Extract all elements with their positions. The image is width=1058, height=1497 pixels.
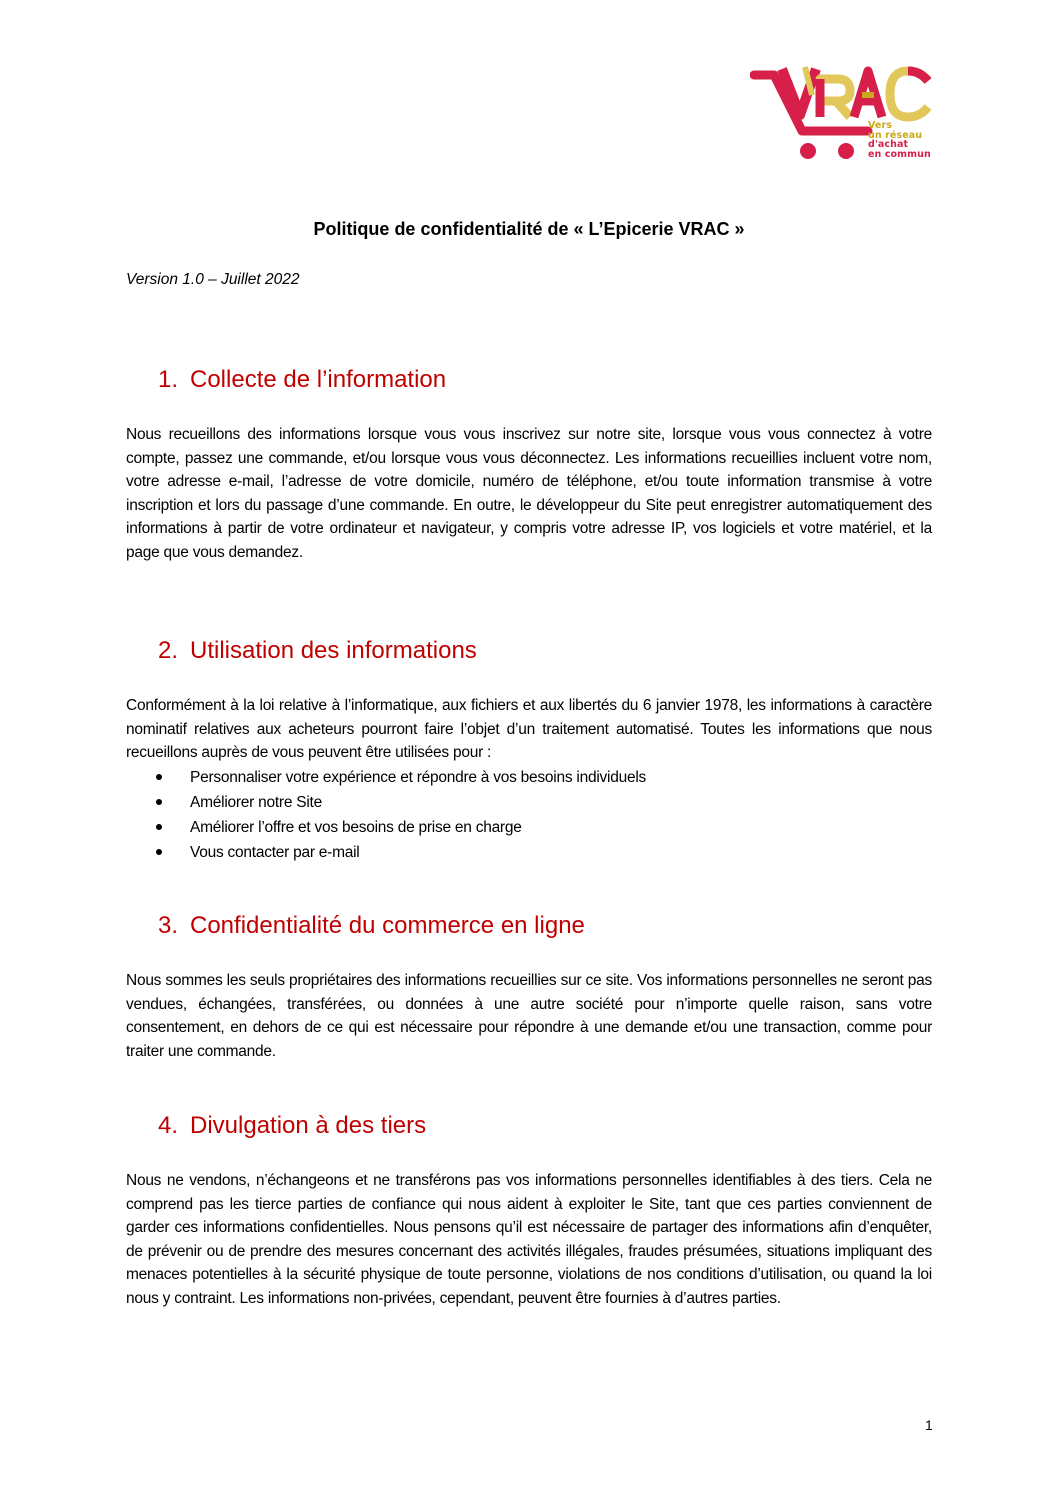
logo-tagline-line: en commun: [868, 148, 931, 160]
document-title: Politique de confidentialité de « L’Epicerie VRAC »: [313, 219, 745, 239]
bullet-text: Vous contacter par e-mail: [190, 844, 360, 861]
logo-tagline: [868, 121, 931, 159]
section-number: 4.: [158, 1112, 179, 1139]
bullet-item: [126, 765, 646, 790]
bullet-item: [126, 840, 646, 865]
section-heading-divulgation: [158, 1112, 426, 1140]
bullet-icon: [156, 849, 162, 855]
section-title: Divulgation à des tiers: [190, 1112, 427, 1139]
vrac-logo: [750, 65, 940, 165]
section-title: Utilisation des informations: [190, 637, 477, 664]
section-paragraph: Nous ne vendons, n’échangeons et ne transférons pas vos informations personnelles identifiables à des tiers. Cela ne comprend pas les tierce parties de confiance qui nous aident à exploiter le Site, tant que ces parties conviennent de garder ces informations confidentielles. Nous pensons qu’il est nécessaire de partager des informations afin d’enquêter, de prévenir ou de prendre des mesures concernant des activités illégales, fraudes présumées, situations impliquant des menaces potentielles à la sécurité physique de toute personne, violations de nos conditions d’utilisation, ou quand la loi nous y contraint. Les informations non-privées, cependant, peuvent être fournies à d’autres parties.: [126, 1172, 932, 1307]
bullet-text: Personnaliser votre expérience et répondre à vos besoins individuels: [190, 769, 647, 786]
section-paragraph: Nous sommes les seuls propriétaires des informations recueillies sur ce site. Vos informations personnelles ne seront pas vendues, échangées, transférées, ou données à une autre société pour n’importe quelle raison, sans votre consentement, en dehors de ce qui est nécessaire pour répondre à une demande et/ou une transaction, comme pour traiter une commande.: [126, 972, 932, 1060]
section-number: 3.: [158, 912, 179, 939]
section-paragraph: Conformément à la loi relative à l’informatique, aux fichiers et aux libertés du 6 janvier 1978, les informations à caractère nominatif relatives aux acheteurs pourront faire l’objet d’un traitement automatisé. Toutes les informations que nous recueillons auprès de vous peuvent être utilisées pour :: [126, 697, 932, 761]
logo-tagline-line: un réseau: [868, 129, 923, 141]
section-paragraph: Nous recueillons des informations lorsque vous vous inscrivez sur notre site, lorsque vous vous connectez à votre compte, passez une commande, et/ou lorsque vous vous déconnectez. Les informations recueillies incluent votre nom, votre adresse e-mail, l’adresse de votre domicile, numéro de téléphone, et/ou toute information transmise à votre inscription et lors du passage d’une commande. En outre, le développeur du Site peut enregistrer automatiquement des informations à partir de votre ordinateur et navigateur, y compris votre adresse IP, vos logiciels et votre matériel, et la page que vous demandez.: [126, 426, 932, 561]
bullet-item: [126, 815, 646, 840]
logo-tagline-line: Vers: [868, 120, 893, 131]
bullet-text: Améliorer l’offre et vos besoins de prise en charge: [190, 819, 522, 836]
section-title: Collecte de l’information: [190, 366, 447, 393]
bullet-icon: [156, 824, 162, 830]
bullet-icon: [156, 799, 162, 805]
section-number: 2.: [158, 637, 179, 664]
section-number: 1.: [158, 366, 179, 393]
logo-tagline-line: d'achat: [868, 139, 909, 150]
section-title: Confidentialité du commerce en ligne: [190, 912, 585, 939]
page-number: 1: [925, 1417, 933, 1433]
bullet-icon: [156, 774, 162, 780]
section-heading-collecte: [158, 366, 446, 394]
bullet-text: Améliorer notre Site: [190, 794, 322, 811]
document-version: Version 1.0 – Juillet 2022: [126, 271, 300, 288]
section-heading-utilisation: [158, 637, 477, 665]
section-heading-confidentialite: [158, 912, 585, 940]
bullet-item: [126, 790, 646, 815]
usage-bullet-list: [126, 765, 646, 865]
